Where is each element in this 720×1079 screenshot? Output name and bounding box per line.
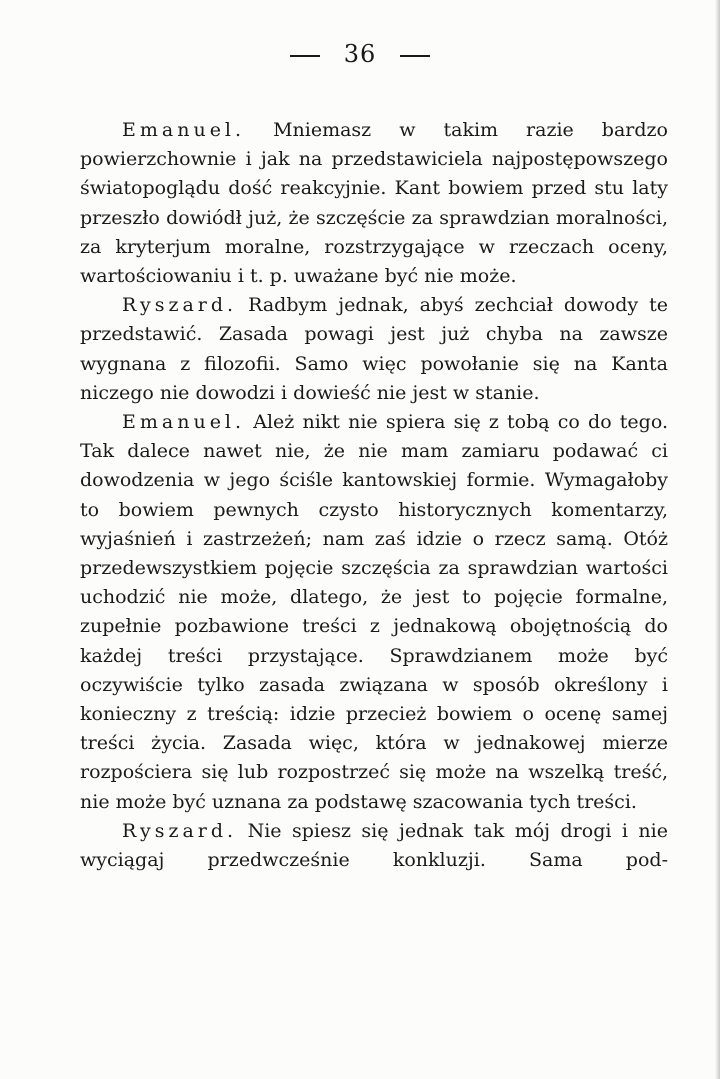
paragraph bbox=[80, 408, 668, 817]
paragraph bbox=[80, 116, 668, 291]
paragraph bbox=[80, 817, 668, 875]
header-dash-right bbox=[400, 55, 430, 57]
speaker-name: Emanuel. bbox=[122, 119, 246, 141]
header-dash-left bbox=[290, 55, 320, 57]
speaker-name: Emanuel. bbox=[122, 411, 246, 434]
page-edge-shadow bbox=[715, 0, 720, 1079]
paragraph-text: Mniemasz w takim razie bardzo powierzchownie i jak na przedstawiciela najpostępowszego światopoglądu dość reakcyjnie. Kant bowiem przed stu laty przeszło dowiódł już, że szczęście za sprawdzian moralności, za kryterjum moralne, rozstrzygające w rzeczach oceny, wartościowaniu i t. p. uważane być nie może. bbox=[80, 119, 668, 288]
paragraph bbox=[80, 291, 668, 408]
paragraph-text: Nie spiesz się jednak tak mój drogi i nie wyciągaj przedwcześnie konkluzji. Sama pod- bbox=[80, 819, 668, 872]
dialogue-text bbox=[80, 116, 668, 875]
paragraph-text: Radbym jednak, abyś zechciał dowody te przedstawić. Zasada powagi jest już chyba na zawsze wygnana z filozofii. Samo więc powołanie się na Kanta niczego nie dowodzi i dowieść nie jest w stanie. bbox=[80, 294, 668, 404]
page-header bbox=[0, 40, 720, 68]
page-number: 36 bbox=[343, 40, 377, 68]
paragraph-text: Ależ nikt nie spiera się z tobą co do tego. Tak dalece nawet nie, że nie mam zamiaru podawać ci dowodzenia w jego ściśle kantowskiej formie. Wymagałoby to bowiem pewnych czysto historycznych komentarzy, wyjaśnień i zastrzeżeń; nam zaś idzie o rzecz samą. Otóż przedewszystkiem pojęcie szczęścia za sprawdzian wartości uchodzić nie może, dlatego, że jest to pojęcie formalne, zupełnie pozbawione treści z jednakową obojętnością do każdej treści przystające. Sprawdzianem może być oczywiście tylko zasada związana w sposób określony i konieczny z treścią: idzie przecież bowiem o ocenę samej treści życia. Zasada więc, która w jednakowej mierze rozpościera się lub rozpostrzeć się może na wszelką treść, nie może być uznana za podstawę szacowania tych treści. bbox=[80, 411, 668, 813]
speaker-name: Ryszard. bbox=[122, 819, 238, 842]
speaker-name: Ryszard. bbox=[122, 294, 238, 317]
